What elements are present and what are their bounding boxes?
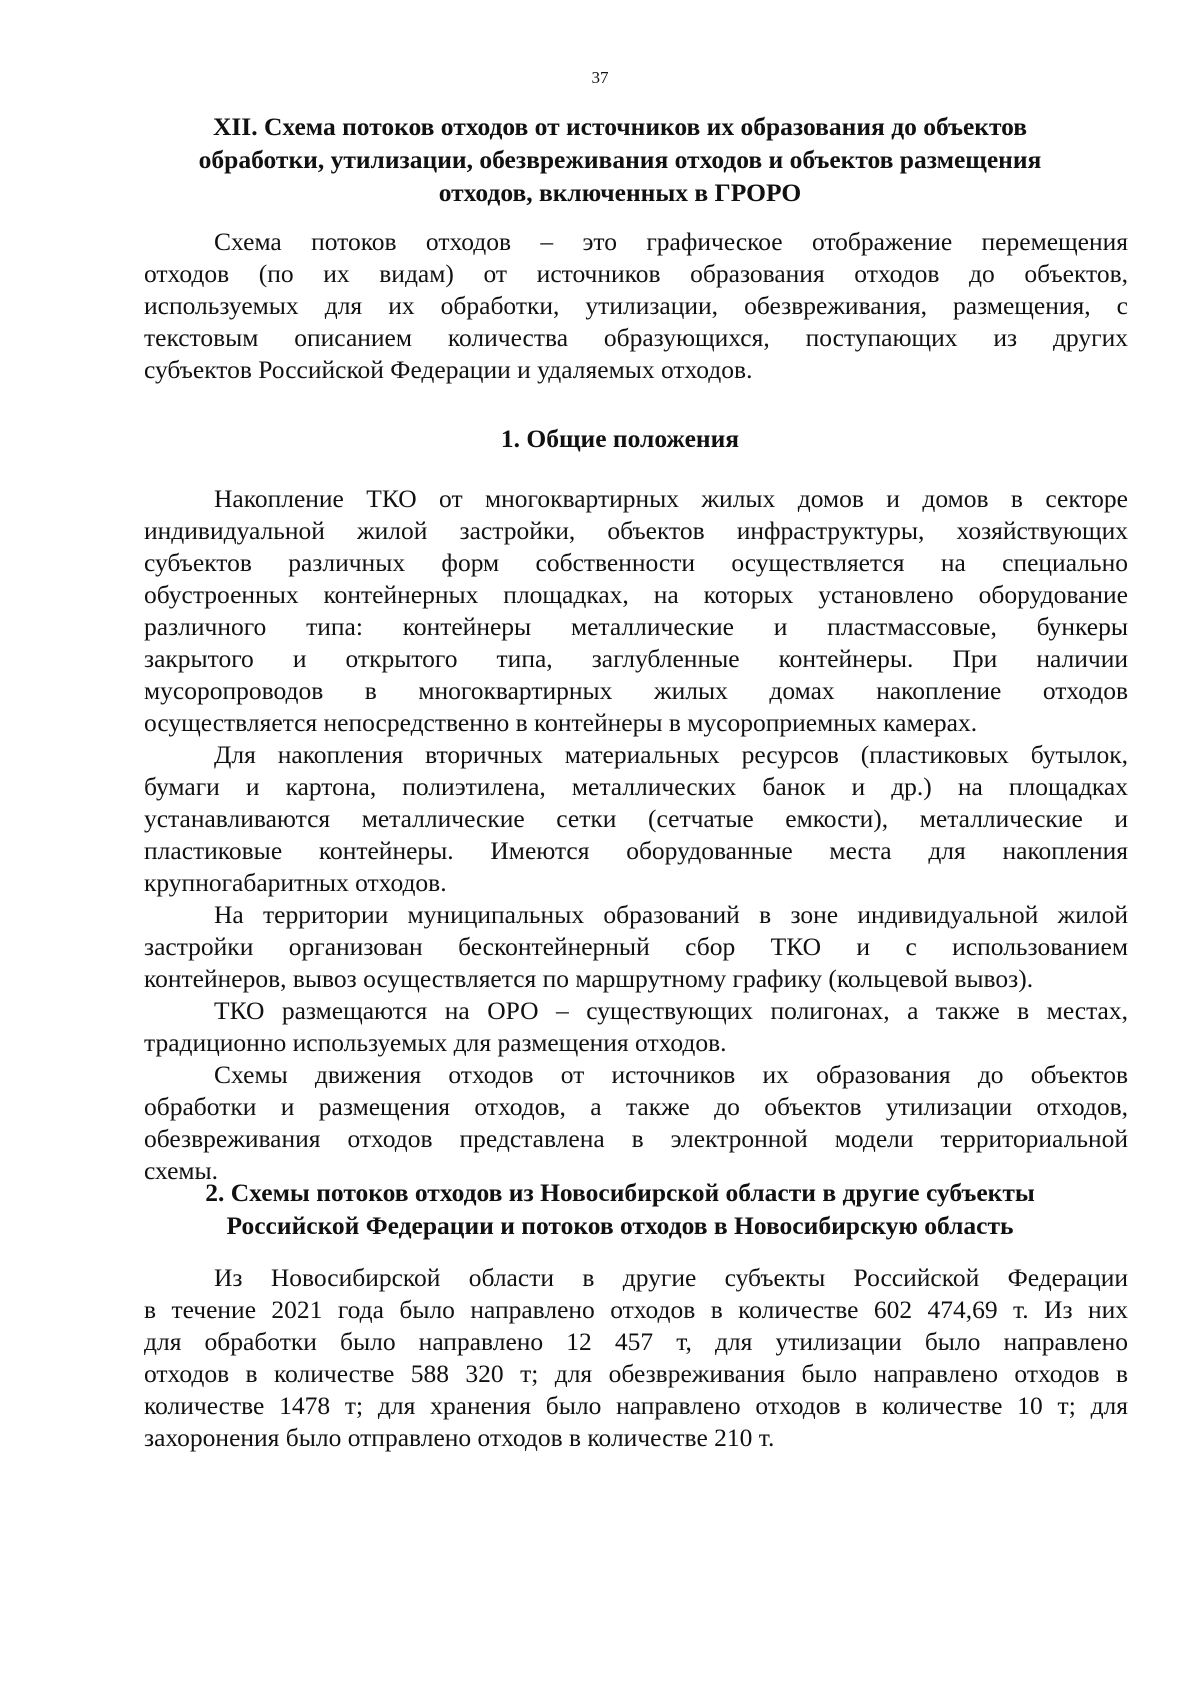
subsection-2-title-line: Российской Федерации и потоков отходов в Новосибирскую область — [226, 1211, 1014, 1240]
section-title-line: XII. Схема потоков отходов от источников их образования до объектов — [212, 112, 1028, 141]
text-line: Схемы движения отходов от источников их образования до объектов — [214, 1060, 1128, 1089]
text-line: бумаги и картона, полиэтилена, металлических банок и др.) на площадках — [144, 772, 1128, 801]
text-line: Схема потоков отходов – это графическое отображение перемещения — [214, 227, 1128, 256]
text-line: осуществляется непосредственно в контейнеры в мусороприемных камерах. — [144, 708, 978, 737]
text-line: в течение 2021 года было направлено отходов в количестве 602 474,69 т. Из них — [144, 1295, 1128, 1324]
text-line: обработки и размещения отходов, а также до объектов утилизации отходов, — [144, 1092, 1128, 1121]
subsection-1-title — [130, 422, 1110, 455]
text-line: пластиковые контейнеры. Имеются оборудованные места для накопления — [144, 836, 1128, 865]
text-line: традиционно используемых для размещения отходов. — [144, 1028, 727, 1057]
text-line: количестве 1478 т; для хранения было направлено отходов в количестве 10 т; для — [144, 1391, 1128, 1420]
text-line: закрытого и открытого типа, заглубленные контейнеры. При наличии — [144, 644, 1128, 673]
text-line: застройки организован бесконтейнерный сбор ТКО и с использованием — [144, 932, 1128, 961]
text-line: На территории муниципальных образований в зоне индивидуальной жилой — [214, 900, 1128, 929]
text-line: мусоропроводов в многоквартирных жилых домах накопление отходов — [144, 676, 1128, 705]
text-line: обезвреживания отходов представлена в электронной модели территориальной — [144, 1124, 1128, 1153]
text-line: ТКО размещаются на ОРО – существующих полигонах, а также в местах, — [214, 996, 1128, 1025]
paragraph — [144, 1059, 1128, 1187]
section-title-line: отходов, включенных в ГРОРО — [438, 178, 802, 207]
text-line: Из Новосибирской области в другие субъекты Российской Федерации — [214, 1263, 1128, 1292]
section-title — [130, 110, 1110, 209]
text-line: индивидуальной жилой застройки, объектов инфраструктуры, хозяйствующих — [144, 516, 1128, 545]
subsection-1-title-text: 1. Общие положения — [500, 424, 740, 453]
intro-paragraph — [144, 226, 1128, 386]
subsection-1-body — [144, 483, 1128, 1187]
text-line: субъектов различных форм собственности осуществляется на специально — [144, 548, 1128, 577]
text-line: текстовым описанием количества образующихся, поступающих из других — [144, 323, 1128, 352]
paragraph — [144, 483, 1128, 739]
text-line: устанавливаются металлические сетки (сетчатые емкости), металлические и — [144, 804, 1128, 833]
text-line: субъектов Российской Федерации и удаляемых отходов. — [144, 355, 753, 384]
text-line: обустроенных контейнерных площадках, на которых установлено оборудование — [144, 580, 1128, 609]
subsection-2-title — [130, 1176, 1110, 1242]
text-line: Для накопления вторичных материальных ресурсов (пластиковых бутылок, — [214, 740, 1128, 769]
paragraph — [144, 739, 1128, 899]
page-number: 37 — [591, 68, 609, 87]
text-line: отходов в количестве 588 320 т; для обезвреживания было направлено отходов в — [144, 1359, 1128, 1388]
text-line: контейнеров, вывоз осуществляется по маршрутному графику (кольцевой вывоз). — [144, 964, 1034, 993]
text-line: различного типа: контейнеры металлические и пластмассовые, бункеры — [144, 612, 1128, 641]
text-line: крупногабаритных отходов. — [144, 868, 447, 897]
section-title-line: обработки, утилизации, обезвреживания отходов и объектов размещения — [198, 145, 1042, 174]
text-line: схемы. — [144, 1156, 219, 1185]
subsection-2-body — [144, 1262, 1128, 1454]
text-line: отходов (по их видам) от источников образования отходов до объектов, — [144, 259, 1128, 288]
paragraph — [144, 899, 1128, 995]
subsection-2-title-line: 2. Схемы потоков отходов из Новосибирской области в другие субъекты — [205, 1178, 1035, 1207]
text-line: для обработки было направлено 12 457 т, для утилизации было направлено — [144, 1327, 1128, 1356]
text-line: захоронения было отправлено отходов в количестве 210 т. — [144, 1423, 775, 1452]
text-line: Накопление ТКО от многоквартирных жилых домов и домов в секторе — [214, 484, 1128, 513]
paragraph — [144, 1262, 1128, 1454]
text-line: используемых для их обработки, утилизации, обезвреживания, размещения, с — [144, 291, 1128, 320]
paragraph — [144, 995, 1128, 1059]
